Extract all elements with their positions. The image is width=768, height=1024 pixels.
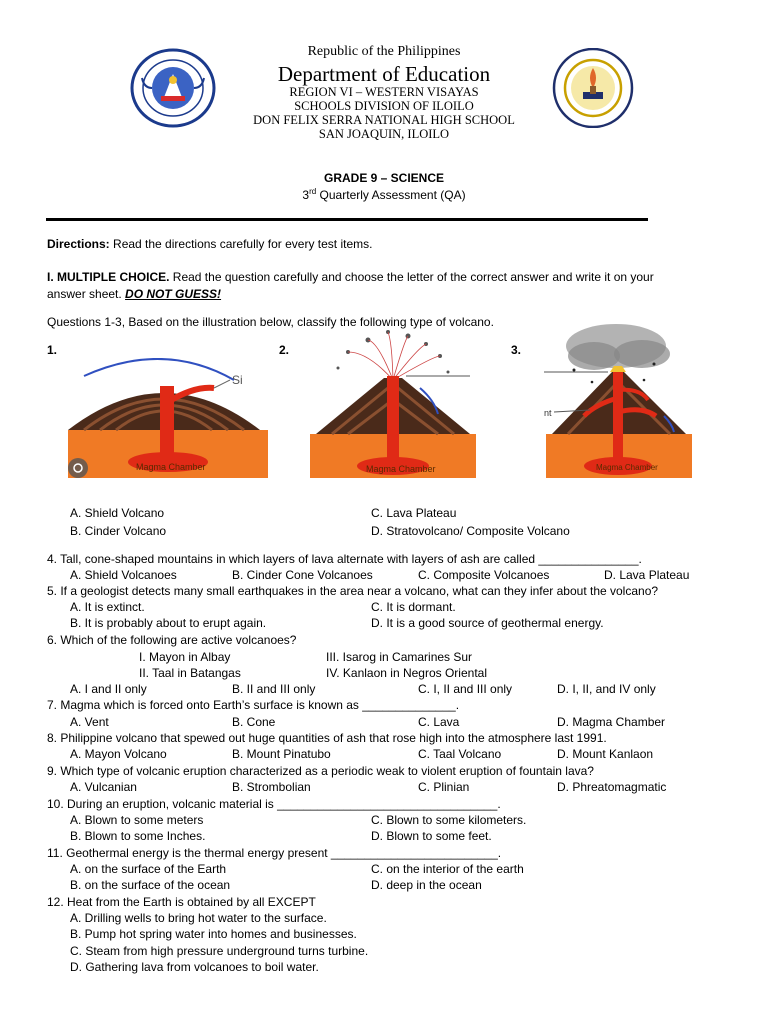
q7-choice-c: C. Lava	[418, 715, 460, 729]
q11-choice-a: A. on the surface of the Earth	[70, 862, 227, 876]
q11-choice-b: B. on the surface of the ocean	[70, 878, 231, 892]
q11-choice-d: D. deep in the ocean	[371, 878, 482, 892]
q4-choice-d: D. Lava Plateau	[604, 568, 690, 582]
q1-3-choice-a: A. Shield Volcano	[70, 506, 165, 520]
q9-choice-c: C. Plinian	[418, 780, 470, 794]
volcano-3-callout: nt	[544, 408, 552, 418]
q12-choice-d: D. Gathering lava from volcanoes to boil water.	[70, 960, 319, 974]
volcano-2-number: 2.	[279, 343, 290, 357]
q7-choice-d: D. Magma Chamber	[557, 715, 666, 729]
volcano-1-number: 1.	[47, 343, 58, 357]
q6-choice-c: C. I, II and III only	[418, 682, 513, 696]
q4-choice-b: B. Cinder Cone Volcanoes	[232, 568, 373, 582]
q10-choice-c: C. Blown to some kilometers.	[371, 813, 527, 827]
q6-option-iv: IV. Kanlaon in Negros Oriental	[326, 666, 487, 680]
q6-option-i: I. Mayon in Albay	[139, 650, 231, 664]
q6-choice-b: B. II and III only	[232, 682, 316, 696]
q12-choice-c: C. Steam from high pressure underground turns turbine.	[70, 944, 369, 958]
q1-3-choice-c: C. Lava Plateau	[371, 506, 457, 520]
q6-choice-d: D. I, II, and IV only	[557, 682, 656, 696]
q12-stem: 12. Heat from the Earth is obtained by all EXCEPT	[47, 895, 316, 909]
q6-option-iii: III. Isarog in Camarines Sur	[326, 650, 473, 664]
school-line: DON FELIX SERRA NATIONAL HIGH SCHOOL	[253, 113, 515, 127]
q9-stem: 9. Which type of volcanic eruption characterized as a periodic weak to violent eruption of fountain lava?	[47, 764, 594, 778]
q4-stem: 4. Tall, cone-shaped mountains in which layers of lava alternate with layers of ash are called _______________.	[47, 552, 642, 566]
composite-volcano-illustration	[544, 320, 694, 480]
q5-choice-b: B. It is probably about to erupt again.	[70, 616, 267, 630]
grade-subject: GRADE 9 – SCIENCE	[323, 171, 445, 185]
q5-choice-a: A. It is extinct.	[70, 600, 145, 614]
q6-option-ii: II. Taal in Batangas	[139, 666, 241, 680]
directions: Directions: Read the directions carefully for every test items.	[47, 237, 373, 251]
q8-choice-c: C. Taal Volcano	[418, 747, 502, 761]
q12-choice-b: B. Pump hot spring water into homes and businesses.	[70, 927, 357, 941]
q6-choice-a: A. I and II only	[70, 682, 147, 696]
q12-choice-a: A. Drilling wells to bring hot water to the surface.	[70, 911, 327, 925]
town-line: SAN JOAQUIN, ILOILO	[318, 127, 450, 141]
volcano-1-chamber-label: Magma Chamber	[136, 462, 206, 472]
illustration-intro: Questions 1-3, Based on the illustration below, classify the following type of volcano.	[47, 315, 494, 329]
q10-choice-b: B. Blown to some Inches.	[70, 829, 206, 843]
cinder-volcano-illustration	[308, 322, 478, 480]
q9-choice-a: A. Vulcanian	[70, 780, 137, 794]
q9-choice-b: B. Strombolian	[232, 780, 311, 794]
q4-choice-a: A. Shield Volcanoes	[70, 568, 177, 582]
section1-line2: answer sheet. DO NOT GUESS!	[47, 287, 222, 301]
republic-line: Republic of the Philippines	[307, 44, 461, 59]
q7-choice-b: B. Cone	[232, 715, 276, 729]
q5-choice-c: C. It is dormant.	[371, 600, 456, 614]
section1-line1: I. MULTIPLE CHOICE. Read the question carefully and choose the letter of the correct answer and write it on your	[47, 270, 654, 284]
q8-choice-d: D. Mount Kanlaon	[557, 747, 654, 761]
q10-choice-d: D. Blown to some feet.	[371, 829, 492, 843]
q6-stem: 6. Which of the following are active volcanoes?	[47, 633, 297, 647]
volcano-3-chamber-label: Magma Chamber	[596, 463, 658, 472]
header-divider	[46, 218, 648, 221]
q1-3-choice-b: B. Cinder Volcano	[70, 524, 167, 538]
q7-stem: 7. Magma which is forced onto Earth’s surface is known as ______________.	[47, 698, 460, 712]
division-line: SCHOOLS DIVISION OF ILOILO	[294, 99, 474, 113]
volcano-2-chamber-label: Magma Chamber	[366, 464, 436, 474]
q7-choice-a: A. Vent	[70, 715, 109, 729]
shield-volcano-illustration	[64, 358, 274, 480]
q11-stem: 11. Geothermal energy is the thermal energy present _________________________.	[47, 846, 502, 860]
q8-choice-a: A. Mayon Volcano	[70, 747, 167, 761]
q8-stem: 8. Philippine volcano that spewed out huge quantities of ash that rose high into the atmosphere last 1991.	[47, 731, 607, 745]
q5-stem: 5. If a geologist detects many small earthquakes in the area near a volcano, what can they infer about the volcano?	[47, 584, 659, 598]
q9-choice-d: D. Phreatomagmatic	[557, 780, 667, 794]
region-line: REGION VI – WESTERN VISAYAS	[289, 85, 479, 99]
q10-choice-a: A. Blown to some meters	[70, 813, 204, 827]
q5-choice-d: D. It is a good source of geothermal energy.	[371, 616, 604, 630]
department-title: Department of Education	[277, 62, 491, 86]
q11-choice-c: C. on the interior of the earth	[371, 862, 524, 876]
assessment-title: 3rd Quarterly Assessment (QA)	[302, 187, 466, 202]
volcano-1-callout: Si	[232, 373, 243, 387]
volcano-3-number: 3.	[511, 343, 522, 357]
q4-choice-c: C. Composite Volcanoes	[418, 568, 550, 582]
q10-stem: 10. During an eruption, volcanic material is _________________________________.	[47, 797, 501, 811]
q8-choice-b: B. Mount Pinatubo	[232, 747, 331, 761]
q1-3-choice-d: D. Stratovolcano/ Composite Volcano	[371, 524, 570, 538]
